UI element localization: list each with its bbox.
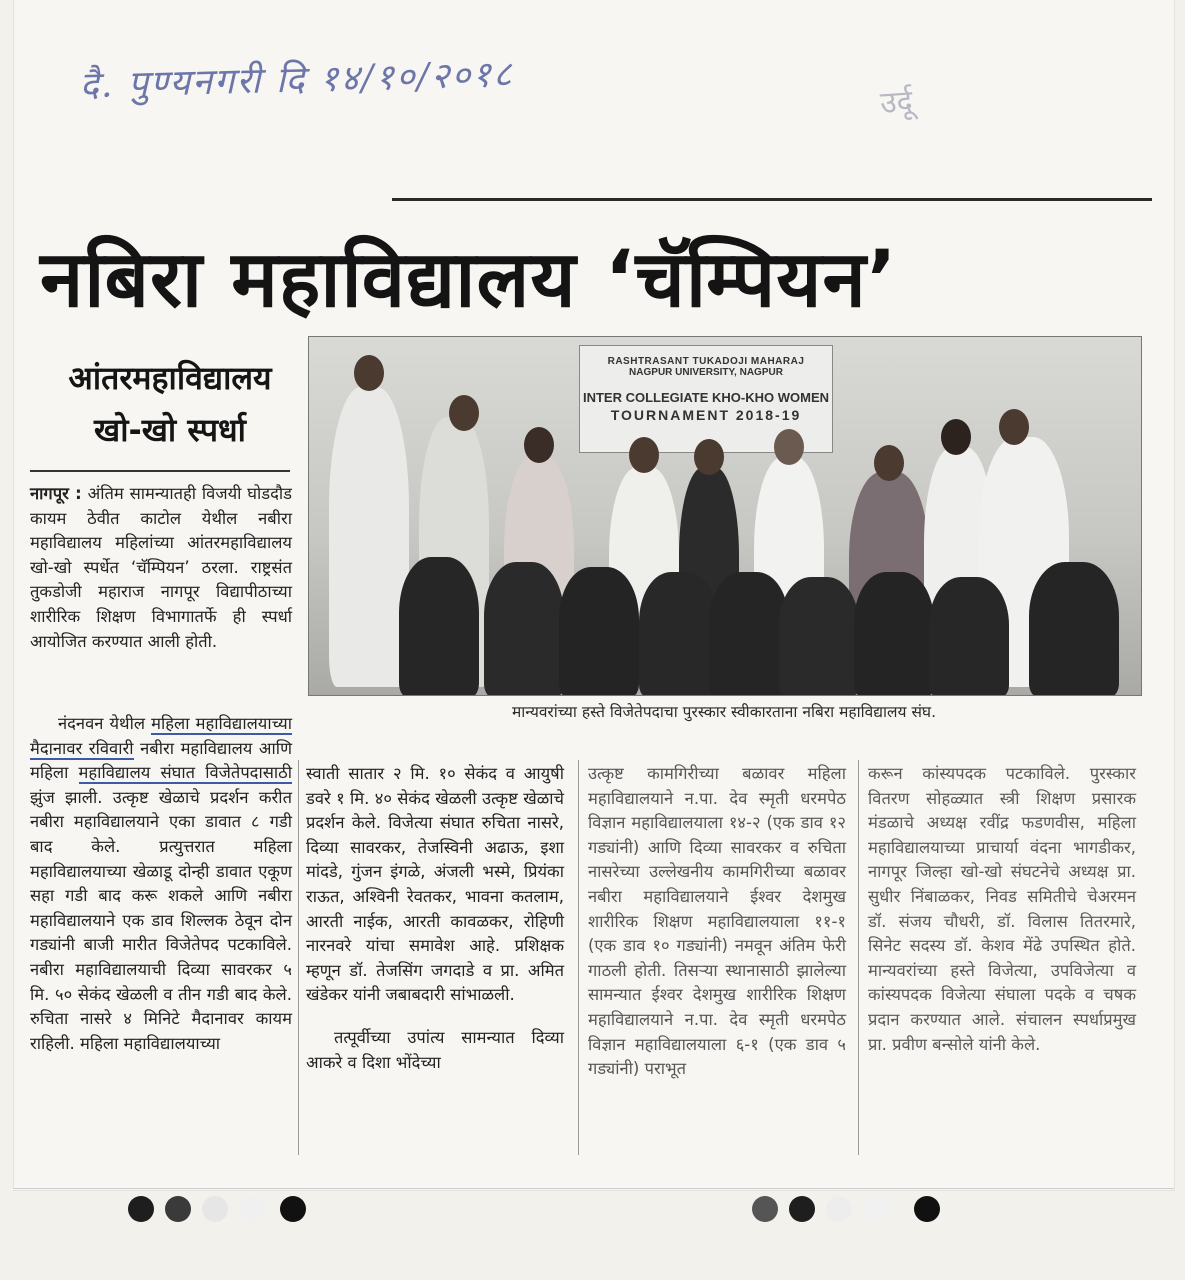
banner-line-3: INTER COLLEGIATE KHO-KHO WOMEN	[582, 390, 830, 405]
article-column-3	[588, 762, 846, 1082]
top-rule	[392, 198, 1152, 201]
underlined-phrase-1: महिला महाविद्यालयाच्या मैदानावर रविवारी	[30, 714, 292, 758]
photo-caption: मान्यवरांच्या हस्ते विजेतेपदाचा पुरस्कार स्वीकारताना नबिरा महाविद्यालय संघ.	[511, 703, 937, 721]
banner-line-1: RASHTRASANT TUKADOJI MAHARAJ	[607, 356, 805, 367]
binder-holes-right	[752, 1196, 946, 1226]
article-column-4	[868, 762, 1136, 1057]
column-divider	[298, 760, 299, 1155]
binder-hole	[202, 1196, 228, 1222]
kicker-line-1: आंतरमहाविद्यालय	[68, 359, 272, 397]
person-head	[999, 409, 1029, 445]
binder-hole	[165, 1196, 191, 1222]
handwritten-corner-mark: उर्दू	[878, 83, 914, 122]
player-seated	[559, 567, 639, 696]
col2-paragraph-2: तत्पूर्वीच्या उपांत्य सामन्यात दिव्या आकरे व दिशा भोंदेच्या	[306, 1027, 564, 1072]
binder-hole	[128, 1196, 154, 1222]
person-head	[774, 429, 804, 465]
para2-text-a: नंदनवन येथील	[58, 714, 146, 733]
para2-text-b: नबीरा महाविद्यालय आणि महिला	[30, 738, 292, 783]
person-head	[449, 395, 479, 431]
col2-paragraph-1: स्वाती सातार २ मि. १० सेकंद व आयुषी डवरे १ मि. ४० सेकंद खेळली उत्कृष्ट खेळाचे प्रदर्शन केले. विजेत्या संघात रुचिता नासरे, दिव्या सावरकर, तेजस्विनी अढाऊ, इशा मांदडे, गुंजन इंगळे, अंजली भस्मे, प्रियंका राऊत, अश्विनी रेवतकर, भावना कतलाम, आरती नाईक, आरती कावळकर, रोहिणी नारनवरे यांचा समावेश आहे. प्रशिक्षक म्हणून डॉ. तेजसिंग जगदाडे व प्रा. अमित खंडेकर यांनी जबाबदारी सांभाळली.	[306, 764, 564, 1005]
binder-hole	[280, 1196, 306, 1222]
person-head	[874, 445, 904, 481]
kicker-rule	[30, 470, 290, 472]
column-divider	[578, 760, 579, 1155]
col3-paragraph-1: उत्कृष्ट कामगिरीच्या बळावर महिला महाविद्यालयाने न.पा. देव स्मृती धरमपेठ विज्ञान महाविद्यालयाला १४-२ (एक डाव १२ गड्यांनी) आणि दिव्या सावरकर व रुचिता नासरेच्या उल्लेखनीय कामगिरीच्या बळावर नबीरा महाविद्यालयाने ईश्वर देशमुख शारीरिक शिक्षण महाविद्यालयाला ११-१ (एक डाव १० गड्यांनी) नमवून अंतिम फेरी गाठली होती. तिसऱ्या स्थानासाठी झालेल्या सामन्यात ईश्वर देशमुख शारीरिक शिक्षण महाविद्यालयाने न.पा. देव स्मृती धरमपेठ विज्ञान महाविद्यालयाला ६-१ (एक डाव ५ गड्यांनी) पराभूत	[588, 764, 846, 1079]
article-paragraph-1: अंतिम सामन्यातही विजयी घोडदौड कायम ठेवीत काटोल येथील नबीरा महाविद्यालय महिलांच्या आंतरमहाविद्यालय खो-खो स्पर्धेत ‘चॅम्पियन’ ठरला. राष्ट्रसंत तुकडोजी महाराज नागपूर विद्यापीठाच्या शारीरिक शिक्षण विभागातर्फे ही स्पर्धा आयोजित करण्यात आली होती.	[30, 484, 292, 651]
kicker-line-2: खो-खो स्पर्धा	[94, 411, 246, 449]
player-seated	[854, 572, 934, 696]
article-column-1	[30, 482, 292, 654]
binder-holes-left	[128, 1196, 312, 1226]
player-seated	[1029, 562, 1119, 696]
player-seated	[929, 577, 1009, 696]
banner-line-2: NAGPUR UNIVERSITY, NAGPUR	[629, 367, 783, 378]
binder-hole	[826, 1196, 852, 1222]
player-seated	[709, 572, 789, 696]
article-column-1-continued	[30, 712, 292, 1056]
player-seated	[399, 557, 479, 696]
column-divider	[858, 760, 859, 1155]
kicker	[40, 352, 300, 456]
underlined-phrase-2: महाविद्यालय संघात विजेतेपदासाठी	[78, 763, 293, 783]
binder-hole	[914, 1196, 940, 1222]
handwritten-source-note: दै. पुण्यनगरी दि १४/१०/२०१८	[79, 53, 515, 107]
team-photo	[308, 336, 1142, 696]
player-seated	[639, 572, 719, 696]
binder-hole	[239, 1196, 265, 1222]
person-head	[354, 355, 384, 391]
bottom-rule	[14, 1188, 1174, 1189]
player-seated	[779, 577, 859, 696]
binder-hole	[752, 1196, 778, 1222]
banner-line-4: TOURNAMENT 2018-19	[610, 407, 802, 423]
person-head	[629, 437, 659, 473]
article-column-2	[306, 762, 564, 1075]
person-head	[694, 439, 724, 475]
binder-hole	[863, 1196, 889, 1222]
person-standing	[329, 387, 409, 687]
player-seated	[484, 562, 564, 696]
binder-hole	[789, 1196, 815, 1222]
col4-paragraph-1: करून कांस्यपदक पटकाविले. पुरस्कार वितरण सोहळ्यात स्त्री शिक्षण प्रसारक मंडळाचे अध्यक्ष रवींद्र फडणवीस, महिला महाविद्यालयाच्या प्राचार्या वंदना भागडीकर, नागपूर जिल्हा खो-खो संघटनेचे अध्यक्ष प्रा. सुधीर निंबाळकर, निवड समितीचे चेअरमन डॉ. संजय चौधरी, डॉ. विलास तितरमारे, सिनेट सदस्य डॉ. केशव मेंढे उपस्थित होते. मान्यवरांच्या हस्ते विजेत्या, उपविजेत्या व कांस्यपदक विजेत्या संघाला पदके व चषक प्रदान करण्यात आले. संचालन स्पर्धाप्रमुख प्रा. प्रवीण बन्सोले यांनी केले.	[868, 764, 1136, 1054]
dateline: नागपूर :	[30, 484, 82, 503]
person-head	[941, 419, 971, 455]
para2-text-c: झुंज झाली. उत्कृष्ट खेळाचे प्रदर्शन करीत नबीरा महाविद्यालयाने एका डावात ८ गडी बाद केले. प्रत्युत्तरात महिला महाविद्यालयाच्या खेळाडू दोन्ही डावात एकूण सहा गडी बाद करू शकले आणि नबीरा महाविद्यालयाने एक डाव शिल्लक ठेवून दोन गड्यांनी बाजी मारीत विजेतेपद पटकाविले. नबीरा महाविद्यालयाची दिव्या सावरकर ५ मि. ५० सेकंद खेळली व तीन गडी बाद केले. रुचिता नासरे ४ मिनिटे मैदानावर कायम राहिली. महिला महाविद्यालयाच्या	[30, 787, 292, 1053]
person-head	[524, 427, 554, 463]
headline: नबिरा महाविद्यालय ‘चॅम्पियन’	[40, 235, 898, 325]
